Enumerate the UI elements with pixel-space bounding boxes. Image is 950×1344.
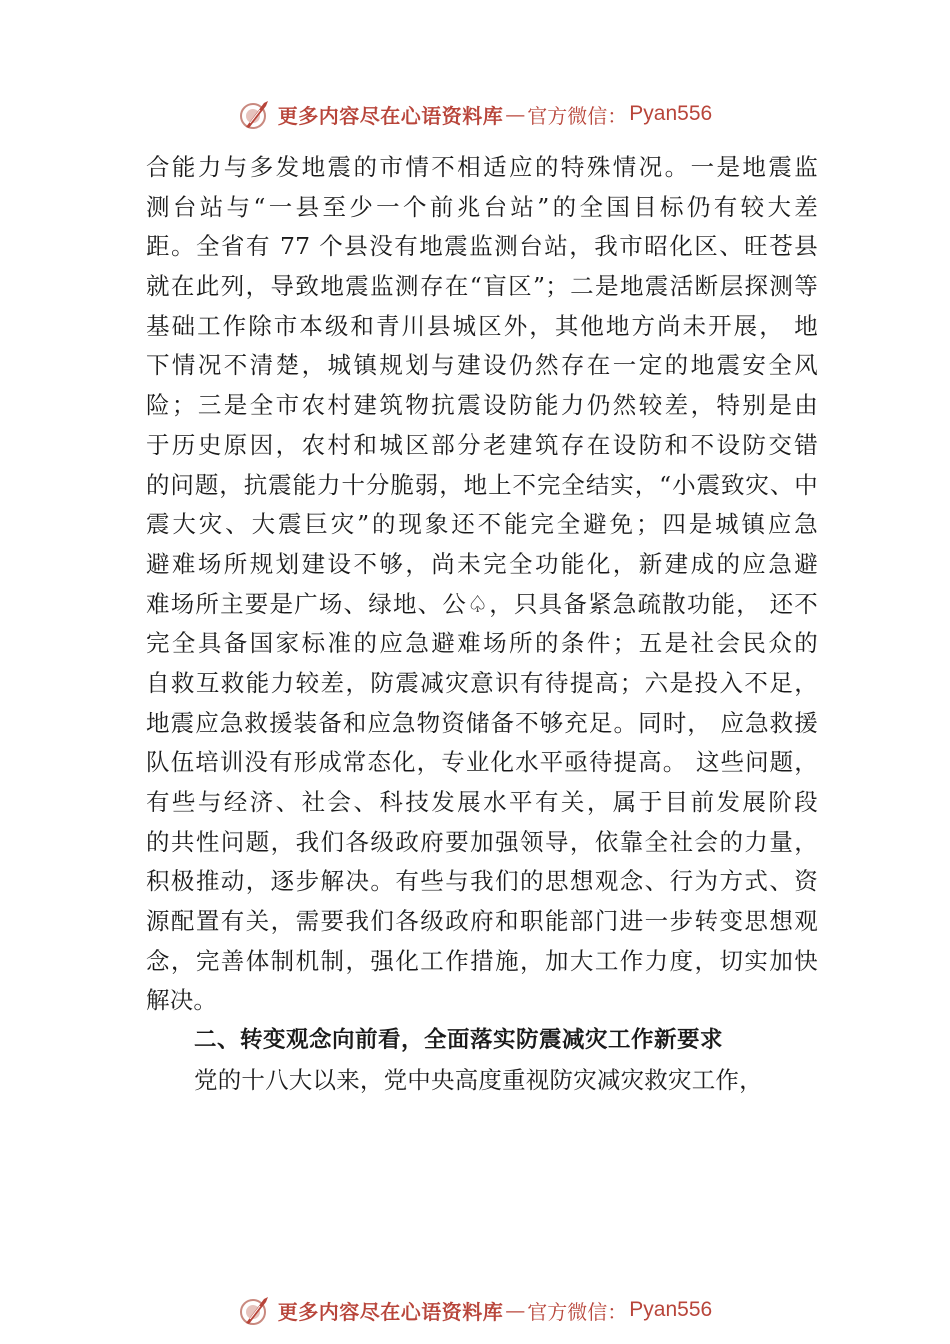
- body-line: 合能力与多发地震的市情不相适应的特殊情况。一是地震监: [146, 153, 818, 181]
- body-line: 念，完善体制机制，强化工作措施，加大工作力度，切实加快: [146, 946, 818, 975]
- body-line: 就在此列，导致地震监测存在“盲区”；二是地震活断层探测等: [146, 272, 818, 301]
- body-line: 源配置有关，需要我们各级政府和职能部门进一步转变思想观: [146, 907, 818, 936]
- body-line: 地震应急救援装备和应急物资储备不够充足。同时， 应急救援: [146, 708, 818, 737]
- document-body: [146, 148, 818, 1101]
- header-title: 更多内容尽在心语资料库: [277, 103, 504, 128]
- footer-separator: —: [505, 1298, 526, 1322]
- section-heading: 二、转变观念向前看，全面落实防震减灾工作新要求: [194, 1027, 724, 1054]
- body-line: 基础工作除市本级和青川县城区外，其他地方尚未开展， 地: [146, 311, 818, 340]
- body-line: 解决。: [146, 986, 218, 1015]
- footer-banner: [0, 1290, 950, 1330]
- body-line: 避难场所规划建设不够，尚未完全功能化，新建成的应急避: [146, 549, 818, 578]
- body-line: 距。全省有 77 个县没有地震监测台站，我市昭化区、旺苍县: [146, 232, 818, 261]
- header-wechat-id: Pyan556: [629, 102, 713, 125]
- body-line: 的共性问题，我们各级政府要加强领导，依靠全社会的力量，: [146, 827, 818, 856]
- body-line: 队伍培训没有形成常态化，专业化水平亟待提高。 这些问题，: [146, 748, 818, 777]
- body-line: 测台站与“一县至少一个前兆台站”的全国目标仍有较大差: [146, 192, 818, 221]
- body-line: 完全具备国家标准的应急避难场所的条件；五是社会民众的: [146, 629, 818, 658]
- body-line: 的问题，抗震能力十分脆弱，地上不完全结实，“小震致灾、中: [146, 470, 818, 499]
- body-line: 下情况不清楚，城镇规划与建设仍然存在一定的地震安全风: [146, 351, 818, 380]
- header-separator: —: [505, 102, 526, 126]
- footer-title: 更多内容尽在心语资料库: [277, 1299, 504, 1324]
- quill-logo-icon: [238, 97, 272, 131]
- body-line: 自救互救能力较差，防震减灾意识有待提高；六是投入不足，: [146, 668, 818, 697]
- body-line: 险；三是全市农村建筑物抗震设防能力仍然较差，特别是由: [146, 391, 818, 420]
- body-line: 有些与经济、社会、科技发展水平有关，属于目前发展阶段: [146, 788, 818, 816]
- body-line: 难场所主要是广场、绿地、公♤，只具备紧急疏散功能， 还不: [146, 589, 818, 618]
- header-wechat-label: 官方微信：: [527, 103, 628, 128]
- body-line: 震大灾、大震巨灾”的现象还不能完全避免；四是城镇应急: [146, 510, 818, 539]
- quill-logo-icon: [238, 1293, 272, 1327]
- body-line: 积极推动，逐步解决。有些与我们的思想观念、行为方式、资: [146, 867, 818, 896]
- footer-wechat-id: Pyan556: [629, 1298, 713, 1321]
- header-banner: [0, 94, 950, 134]
- footer-wechat-label: 官方微信：: [527, 1299, 628, 1324]
- body-line: 于历史原因，农村和城区部分老建筑存在设防和不设防交错: [146, 430, 818, 459]
- paragraph-start-line: 党的十八大以来，党中央高度重视防灾减灾救灾工作，: [194, 1065, 763, 1094]
